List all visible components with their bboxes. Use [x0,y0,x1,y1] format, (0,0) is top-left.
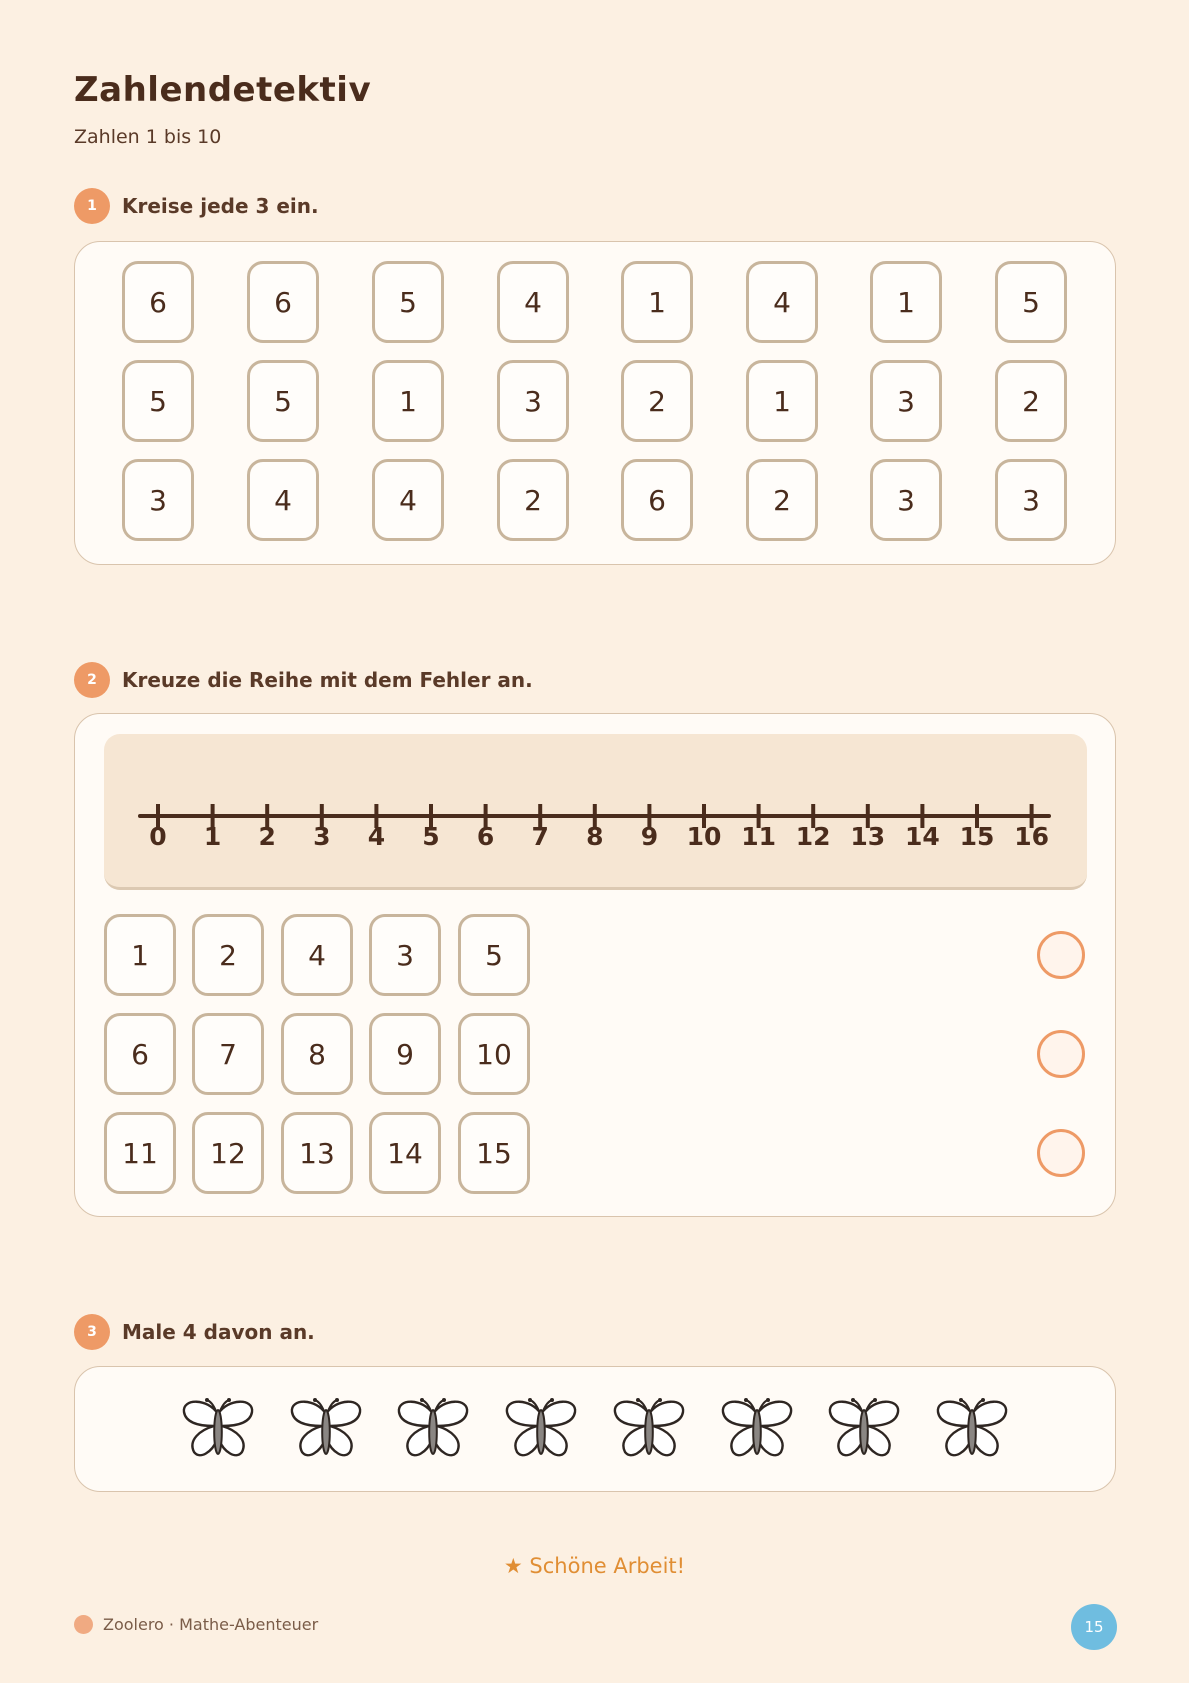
task-1-number-tile[interactable]: 3 [122,459,194,541]
task-1-number-tile[interactable]: 3 [497,360,569,442]
number-line-label: 9 [640,822,659,851]
task-2-number-tile: 7 [192,1013,264,1095]
task-1-number-tile[interactable]: 4 [746,261,818,343]
task-2-number-tile: 9 [369,1013,441,1095]
task-2-number-tile: 4 [281,914,353,996]
task-1-number-tile[interactable]: 2 [621,360,693,442]
brand-text: Zoolero · Mathe-Abenteuer [103,1615,319,1634]
task-2-number-tile: 12 [192,1112,264,1194]
task-1-number-tile[interactable]: 4 [497,261,569,343]
task-1-number-tile[interactable]: 6 [621,459,693,541]
task-2-number-tile: 1 [104,914,176,996]
task-2-number-tile: 15 [458,1112,530,1194]
task-1-number-tile[interactable]: 2 [746,459,818,541]
number-line-label: 16 [1014,822,1049,851]
task-2-answer-checkbox[interactable] [1037,931,1085,979]
number-line-label: 3 [313,822,331,851]
number-line-label: 0 [149,822,167,851]
number-line-label: 7 [531,822,549,851]
number-line-label: 14 [904,822,940,851]
task-1-number-tile[interactable]: 6 [247,261,319,343]
task-2-number-tile: 2 [192,914,264,996]
butterfly-icon[interactable] [717,1396,797,1460]
task-2-number-tile: 5 [458,914,530,996]
butterfly-icon[interactable] [609,1396,689,1460]
task-1-number-tile[interactable]: 3 [995,459,1067,541]
task-1-number-tile[interactable]: 5 [372,261,444,343]
number-line-label: 4 [367,822,386,851]
butterfly-icon[interactable] [824,1396,904,1460]
number-line-label: 1 [203,822,222,851]
task-2-number-tile: 8 [281,1013,353,1095]
page-subtitle: Zahlen 1 bis 10 [74,126,222,148]
task-1-number-tile[interactable]: 5 [995,261,1067,343]
task-1-number-tile[interactable]: 1 [870,261,942,343]
task-1-panel [74,241,1116,565]
number-line-label: 10 [686,822,722,851]
task-2-number-badge: 2 [74,662,110,698]
praise-note: ★ Schöne Arbeit! [503,1554,686,1578]
butterfly-icon[interactable] [393,1396,473,1460]
butterfly-icon[interactable] [178,1396,258,1460]
task-1-number-tile[interactable]: 5 [122,360,194,442]
butterfly-icon[interactable] [932,1396,1012,1460]
task-1-number-tile[interactable]: 3 [870,459,942,541]
task-1-number-tile[interactable]: 5 [247,360,319,442]
task-3-header [74,1314,315,1350]
number-line-label: 8 [586,822,604,851]
task-1-number-badge: 1 [74,188,110,224]
number-line-label: 2 [258,822,276,851]
number-line [104,734,1087,890]
number-line-label: 11 [741,822,776,851]
task-2-answer-checkbox[interactable] [1037,1030,1085,1078]
task-2-number-tile: 14 [369,1112,441,1194]
task-1-number-tile[interactable]: 1 [746,360,818,442]
task-2-number-tile: 13 [281,1112,353,1194]
task-2-instruction: Kreuze die Reihe mit dem Fehler an. [122,668,533,692]
number-line-label: 15 [959,822,995,851]
task-1-number-tile[interactable]: 3 [870,360,942,442]
task-3-instruction: Male 4 davon an. [122,1320,315,1344]
brand-dot-icon [74,1615,93,1634]
task-1-header [74,188,319,224]
number-line-graphic [104,734,1087,890]
task-2-number-tile: 10 [458,1013,530,1095]
number-line-label: 13 [850,822,886,851]
task-1-instruction: Kreise jede 3 ein. [122,194,319,218]
page-number: 15 [1071,1604,1117,1650]
number-line-label: 6 [476,822,495,851]
task-1-number-tile[interactable]: 1 [372,360,444,442]
task-1-number-tile[interactable]: 4 [372,459,444,541]
task-1-number-tile[interactable]: 4 [247,459,319,541]
number-line-label: 12 [795,822,831,851]
brand [74,1615,318,1634]
task-2-number-tile: 11 [104,1112,176,1194]
task-2-header [74,662,533,698]
butterfly-icon[interactable] [501,1396,581,1460]
task-1-number-tile[interactable]: 2 [995,360,1067,442]
number-line-label: 5 [422,822,440,851]
task-2-number-tile: 6 [104,1013,176,1095]
page-title: Zahlendetektiv [74,70,372,110]
task-1-number-tile[interactable]: 2 [497,459,569,541]
task-2-number-tile: 3 [369,914,441,996]
butterfly-icon[interactable] [286,1396,366,1460]
task-3-number-badge: 3 [74,1314,110,1350]
task-1-number-tile[interactable]: 6 [122,261,194,343]
task-2-answer-checkbox[interactable] [1037,1129,1085,1177]
task-1-number-tile[interactable]: 1 [621,261,693,343]
